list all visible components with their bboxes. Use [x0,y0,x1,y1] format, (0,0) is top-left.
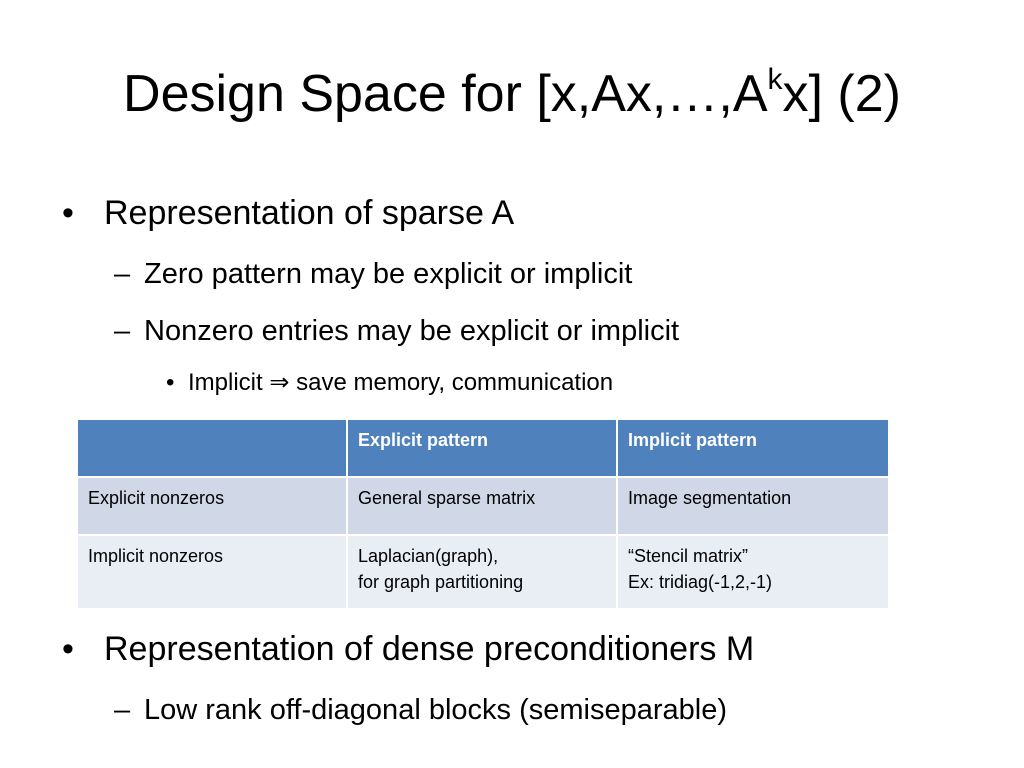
bullet-text: Representation of sparse A [104,194,515,232]
bullet-marker: • [62,630,74,668]
title-prefix: Design Space for [x,Ax,…,A [123,65,768,123]
cell-line: Laplacian(graph), [358,546,499,566]
bullet-dense-preconditioners [62,628,754,670]
bullet-sparse-representation [62,192,514,234]
table-header-implicit-pattern: Implicit pattern [617,419,889,477]
implicit-word: Implicit [188,369,270,396]
table-header-row [77,419,889,477]
cell-line: Image segmentation [628,488,792,508]
title-suffix: x] (2) [782,65,901,123]
bullet-text: Representation of dense preconditioners M [104,630,755,668]
cell-line: “Stencil matrix” [628,546,749,566]
implies-symbol: ⇒ [269,369,290,396]
subbullet-low-rank [114,692,727,728]
title-superscript: k [767,63,783,96]
subbullet-text: Nonzero entries may be explicit or implicit [144,315,680,347]
row-label: Implicit nonzeros [77,535,347,609]
bullet-marker: • [62,194,74,232]
row-label: Explicit nonzeros [77,477,347,535]
subbullet-text: Low rank off-diagonal blocks (semiseparable) [144,694,727,726]
implicit-rest: save memory, communication [289,369,614,396]
slide-title [0,62,1024,126]
subbullet-zero-pattern [114,256,632,292]
cell-line: Ex: tridiag(-1,2,-1) [628,572,773,592]
cell-line: General sparse matrix [358,488,536,508]
design-space-table [76,418,890,610]
table-cell [617,477,889,535]
subsubbullet-implicit [166,368,613,398]
table-row [77,535,889,609]
table-cell [617,535,889,609]
dash-marker: – [114,258,131,290]
table-header-explicit-pattern: Explicit pattern [347,419,617,477]
table-cell [347,535,617,609]
subbullet-nonzero-entries [114,313,679,349]
bullet-marker: • [166,369,175,396]
dash-marker: – [114,694,131,726]
cell-line: for graph partitioning [358,572,524,592]
table-row [77,477,889,535]
table-cell [347,477,617,535]
dash-marker: – [114,315,131,347]
table-header-cell-empty [77,419,347,477]
subbullet-text: Zero pattern may be explicit or implicit [144,258,633,290]
